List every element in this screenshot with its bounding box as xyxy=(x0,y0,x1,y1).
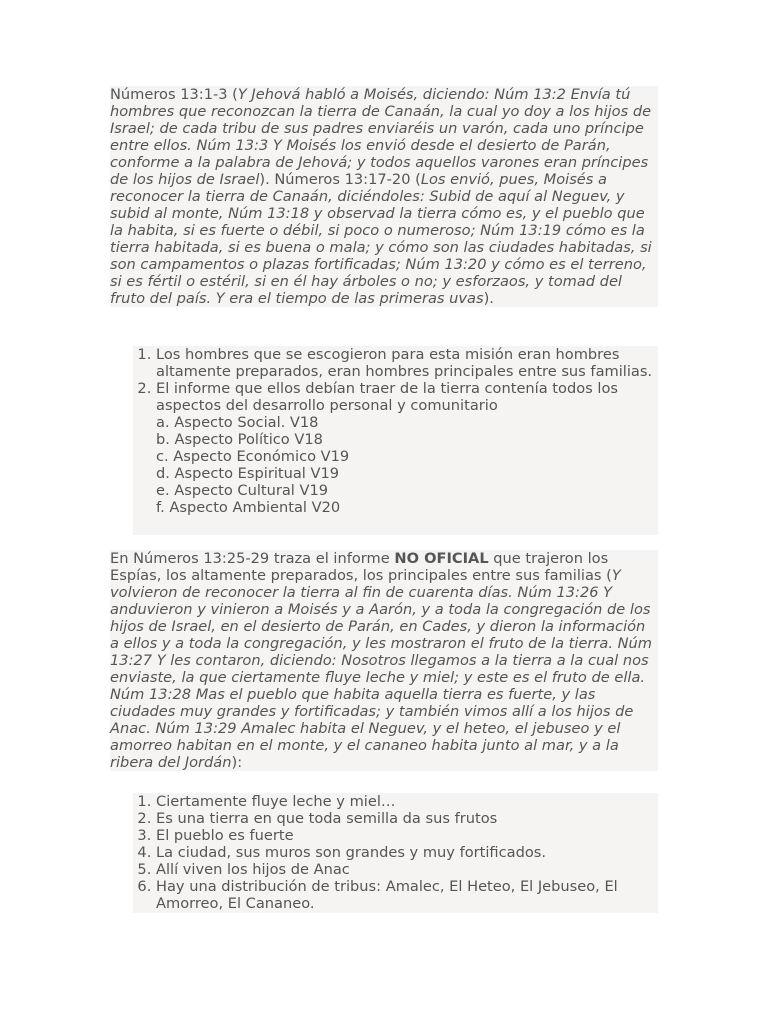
sub-list xyxy=(156,414,658,516)
numbered-list xyxy=(133,346,658,516)
scripture-quote: Y volvieron de reconocer la tierra al fin de cuarenta días. Núm 13:26 Y anduvieron y vinieron a Moisés y a Aarón, y a toda la congregación de los hijos de Israel, en el desierto de Parán, en Cades, y dieron la información a ellos y a toda la congregación, y les mostraron el fruto de la tierra. Núm 13:27 Y les contaron, diciendo: Nosotros llegamos a la tierra a la cual nos enviaste, la que ciertamente fluye leche y miel; y este es el fruto de ella. Núm 13:28 Mas el pueblo que habita aquella tierra es fuerte, y las ciudades muy grandes y fortificadas; y también vimos allí a los hijos de Anac. Núm 13:29 Amalec habita el Neguev, y el heteo, el jebuseo y el amorreo habitan en el monte, y el cananeo habita junto al mar, y a la ribera del Jordán xyxy=(110,567,653,771)
scripture-quote: Y Jehová habló a Moisés, diciendo: Núm 13:2 Envía tú hombres que reconozcan la tierra de Canaán, la cual yo doy a los hijos de Israel; de cada tribu de sus padres enviaréis un varón, cada uno príncipe entre ellos. Núm 13:3 Y Moisés los envió desde el desierto de Parán, conforme a la palabra de Jehová; y todos aquellos varones eran príncipes de los hijos de Israel xyxy=(110,86,652,188)
list-item: 3. El pueblo es fuerte xyxy=(156,827,658,844)
list-item: 5. Allí viven los hijos de Anac xyxy=(156,861,658,878)
list-item-text: Los hombres que se escogieron para esta misión eran hombres altamente preparados, eran hombres principales entre sus familias. xyxy=(156,346,653,380)
closing-punctuation: ). xyxy=(483,290,494,307)
list-item xyxy=(156,346,658,380)
sub-list-item: f. Aspecto Ambiental V20 xyxy=(156,499,341,516)
intro-text: En Números 13:25-29 traza el informe xyxy=(110,550,395,567)
sub-list-item: d. Aspecto Espiritual V19 xyxy=(156,465,340,482)
closing-punctuation: ): xyxy=(231,754,243,771)
list-item: 2. Es una tierra en que toda semilla da sus frutos xyxy=(156,810,658,827)
list-item: 4. La ciudad, sus muros son grandes y muy fortificados. xyxy=(156,844,658,861)
sub-list-item: e. Aspecto Cultural V19 xyxy=(156,482,329,499)
reference-text: Números 13:1-3 ( xyxy=(110,86,238,103)
list-item xyxy=(156,380,658,516)
bold-emphasis: NO OFICIAL xyxy=(394,550,489,567)
list-item: 1. Ciertamente fluye leche y miel… xyxy=(156,793,658,810)
scripture-quote: Los envió, pues, Moisés a reconocer la tierra de Canaán, diciéndoles: Subid de aquí al Neguev, y subid al monte, Núm 13:18 y observad la tierra cómo es, y el pueblo que la habita, si es fuerte o débil, si poco o numeroso; Núm 13:19 cómo es la tierra habitada, si es buena o mala; y cómo son las ciudades habitadas, si son campamentos o plazas fortificadas; Núm 13:20 y cómo es el terreno, si es fértil o estéril, si en él hay árboles o no; y esforzaos, y tomad del fruto del país. Y era el tiempo de las primeras uvas xyxy=(110,171,652,307)
sub-list-item: a. Aspecto Social. V18 xyxy=(156,414,319,431)
sub-list-item: c. Aspecto Económico V19 xyxy=(156,448,350,465)
body-text: que trajeron los Espías, los altamente preparados, los principales entre sus familias ( xyxy=(110,550,612,584)
list-item-text: El informe que ellos debían traer de la tierra contenía todos los aspectos del desarrollo personal y comunitario xyxy=(156,380,618,414)
paragraph-informe-no-oficial xyxy=(110,550,658,771)
mission-list xyxy=(133,346,658,535)
sub-list-item: b. Aspecto Político V18 xyxy=(156,431,323,448)
report-list xyxy=(133,793,658,913)
reference-text: ). Números 13:17-20 ( xyxy=(259,171,421,188)
list-item: 6. Hay una distribución de tribus: Amalec, El Heteo, El Jebuseo, El Amorreo, El Cananeo. xyxy=(156,878,658,912)
paragraph-numeros-13-1-3 xyxy=(110,86,658,307)
numbered-list xyxy=(133,793,658,912)
